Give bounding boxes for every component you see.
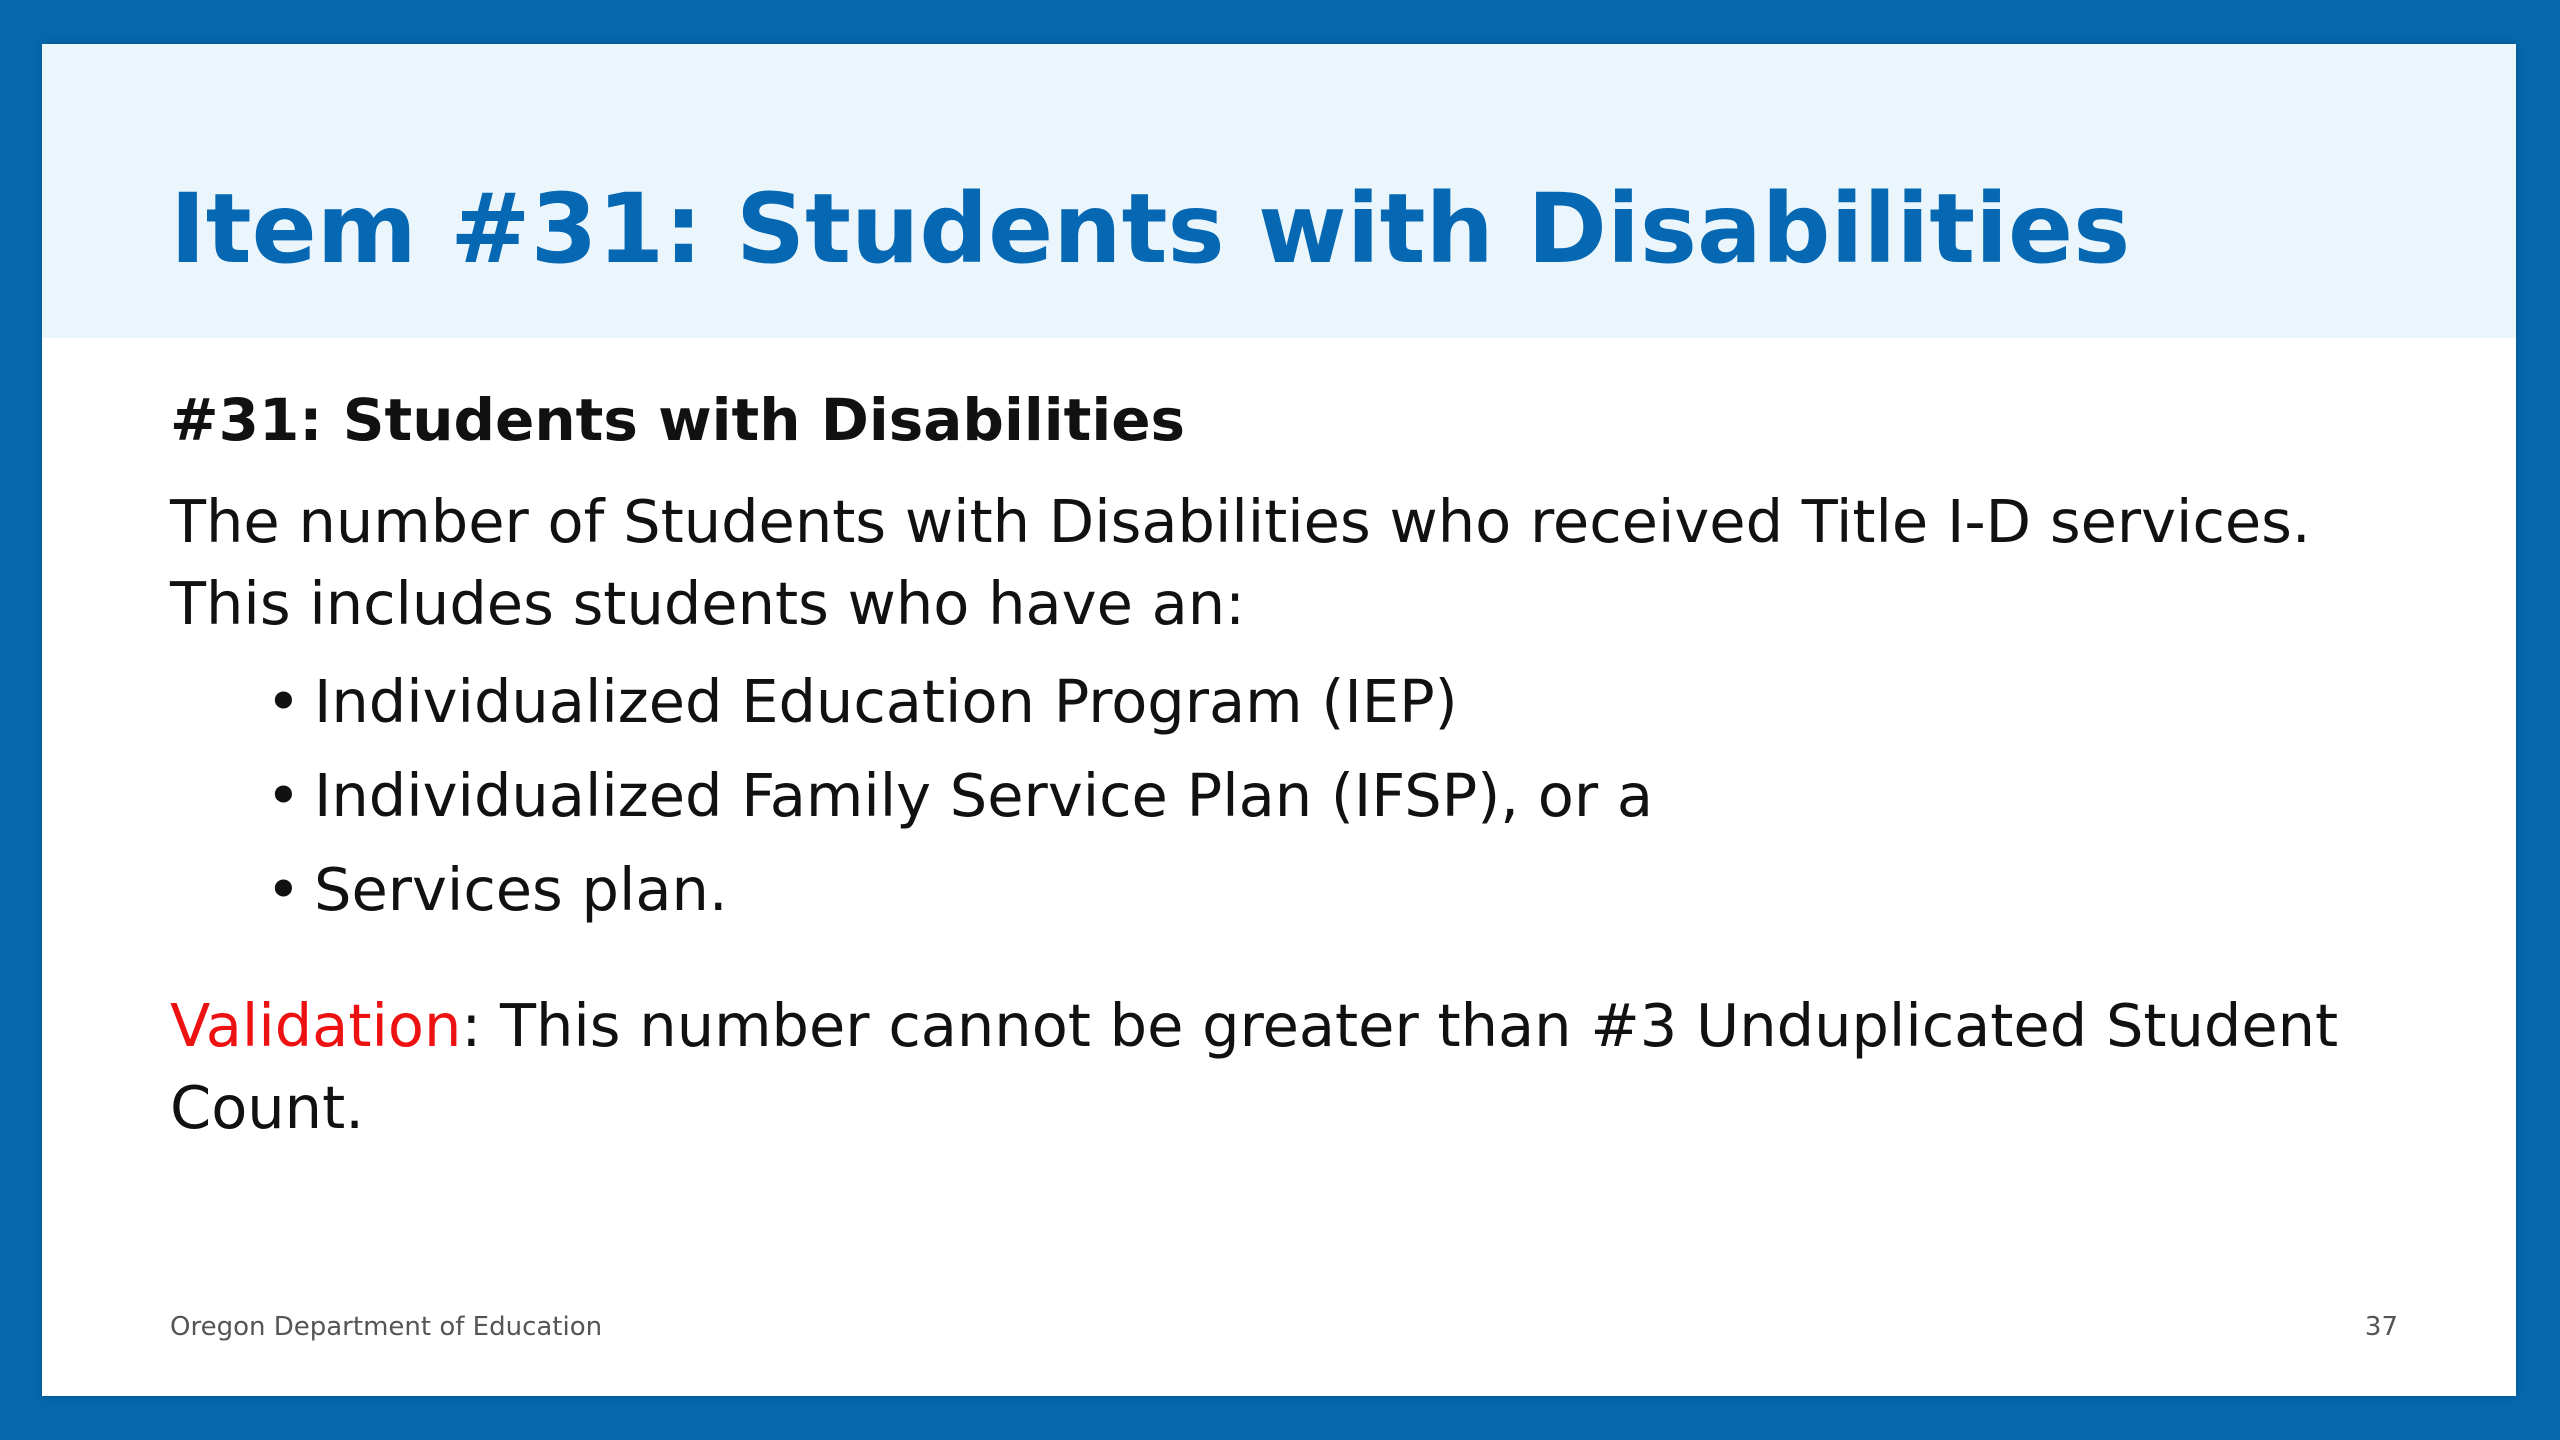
description-line-1: The number of Students with Disabilities who received Title I-D services. bbox=[170, 486, 2311, 556]
bullet-text: Services plan. bbox=[314, 854, 728, 924]
slide-content bbox=[170, 384, 2410, 1149]
footer-organization: Oregon Department of Education bbox=[170, 1312, 603, 1342]
description-line-2: This includes students who have an: bbox=[170, 568, 1246, 638]
list-item bbox=[266, 749, 2410, 843]
validation-text: : This number cannot be greater than #3 Unduplicated Student Count. bbox=[170, 990, 2339, 1142]
validation-label: Validation bbox=[170, 990, 462, 1060]
subheading: #31: Students with Disabilities bbox=[170, 386, 1186, 454]
validation-note bbox=[170, 985, 2410, 1149]
slide bbox=[42, 44, 2516, 1396]
bullet-list bbox=[170, 655, 2410, 937]
bullet-text: Individualized Education Program (IEP) bbox=[314, 666, 1458, 736]
bullet-icon: • bbox=[266, 760, 301, 830]
page-number: 37 bbox=[2364, 1312, 2398, 1342]
list-item bbox=[266, 843, 2410, 937]
bullet-icon: • bbox=[266, 666, 301, 736]
bullet-text: Individualized Family Service Plan (IFSP), or a bbox=[314, 760, 1654, 830]
description-paragraph bbox=[170, 481, 2410, 645]
slide-title: Item #31: Students with Disabilities bbox=[170, 173, 2131, 285]
list-item bbox=[266, 655, 2410, 749]
bullet-icon: • bbox=[266, 854, 301, 924]
